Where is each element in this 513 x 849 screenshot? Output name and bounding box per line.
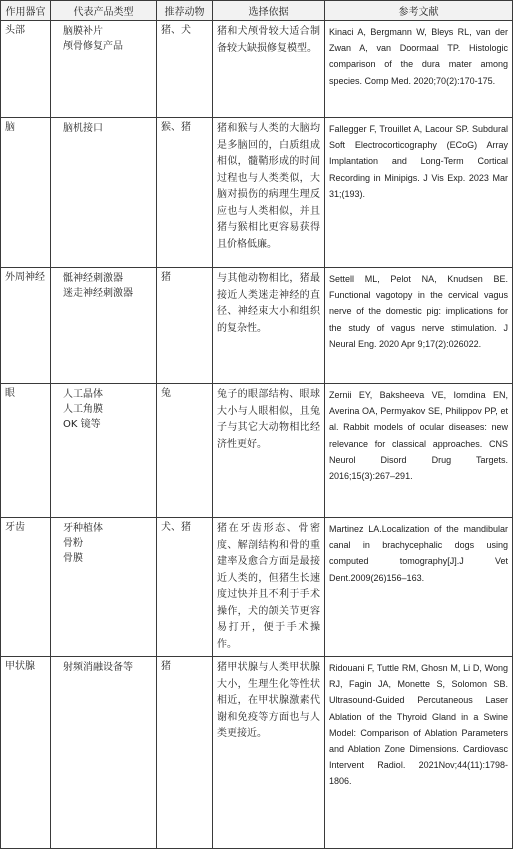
product-cell: 脑机接口 [51,118,157,268]
reference-cell: Kinaci A, Bergmann W, Bleys RL, van der Zwan A, van Doormaal TP. Histologic comparison of the dura mater among species. Comp Med. 2020;70(2):170-175. [325,21,513,118]
basis-cell: 猪甲状腺与人类甲状腺大小，生理生化等性状相近，在甲状腺激素代谢和免疫等方面也与人类更接近。 [213,657,325,849]
reference-cell: Fallegger F, Trouillet A, Lacour SP. Subdural Soft Electrocorticography (ECoG) Array Implantation and Long-Term Cortical Recording in Minipigs. J Vis Exp. 2023 Mar 31;(193). [325,118,513,268]
animal-cell: 猴、猪 [157,118,213,268]
header-row [1,1,513,21]
animal-cell: 犬、猪 [157,518,213,657]
table-row [1,268,513,384]
reference-cell: Ridouani F, Tuttle RM, Ghosn M, Li D, Wong RJ, Fagin JA, Monette S, Solomon SB. Ultrasound-Guided Percutaneous Laser Ablation of the Thyroid Gland in a Swine Model: Comparison of Ablation Parameters and Ablation Zone Dimensions. Cardiovasc Intervent Radiol. 2021Nov;44(11):1798-1806. [325,657,513,849]
basis-cell: 猪和猴与人类的大脑均是多脑回的，白质组成相似，髓鞘形成的时间过程也与人类类似，大脑对损伤的病理生理反应也与人类相似，并且猪与猴相比更容易获得且价格低廉。 [213,118,325,268]
organ-cell: 牙齿 [1,518,51,657]
organ-cell: 头部 [1,21,51,118]
header-product-type: 代表产品类型 [51,1,157,21]
table-row [1,21,513,118]
organ-cell: 外周神经 [1,268,51,384]
table-row [1,384,513,518]
table-row [1,118,513,268]
reference-cell: Martinez LA.Localization of the mandibular canal in brachycephalic dogs using computed tomography[J].J Vet Dent.2009(26)156–163. [325,518,513,657]
product-cell: 牙种植体 骨粉 骨膜 [51,518,157,657]
animal-cell: 猪 [157,268,213,384]
animal-cell: 兔 [157,384,213,518]
product-cell: 人工晶体 人工角膜 OK 镜等 [51,384,157,518]
product-cell: 脑膜补片 颅骨修复产品 [51,21,157,118]
organ-cell: 甲状腺 [1,657,51,849]
header-reference: 参考文献 [325,1,513,21]
animal-cell: 猪、犬 [157,21,213,118]
product-cell: 射频消融设备等 [51,657,157,849]
table-row [1,657,513,849]
basis-cell: 与其他动物相比，猪最接近人类迷走神经的直径、神经束大小和组织的复杂性。 [213,268,325,384]
product-cell: 骶神经刺激器 迷走神经刺激器 [51,268,157,384]
basis-cell: 猪和犬颅骨较大适合制备较大缺损修复模型。 [213,21,325,118]
reference-cell: Settell ML, Pelot NA, Knudsen BE. Functional vagotopy in the cervical vagus nerve of the domestic pig: implications for the study of vagus nerve stimulation. J Neural Eng. 2020 Apr 9;17(2):026022. [325,268,513,384]
reference-cell: Zernii EY, Baksheeva VE, Iomdina EN, Averina OA, Permyakov SE, Philippov PP, et al. Rabbit models of ocular diseases: new relevance for classical approaches. CNS Neurol Disord Drug Targets. 2016;15(3):267–291. [325,384,513,518]
header-animal: 推荐动物 [157,1,213,21]
basis-cell: 猪在牙齿形态、骨密度、解剖结构和骨的重建率及愈合方面是最接近人类的，但猪生长速度过快并且不利于手术操作，犬的颌关节更容易打开，便于手术操作。 [213,518,325,657]
header-organ: 作用器官 [1,1,51,21]
header-basis: 选择依据 [213,1,325,21]
organ-cell: 眼 [1,384,51,518]
animal-cell: 猪 [157,657,213,849]
table-row [1,518,513,657]
organ-cell: 脑 [1,118,51,268]
basis-cell: 兔子的眼部结构、眼球大小与人眼相似，且兔子与其它大动物相比经济性更好。 [213,384,325,518]
